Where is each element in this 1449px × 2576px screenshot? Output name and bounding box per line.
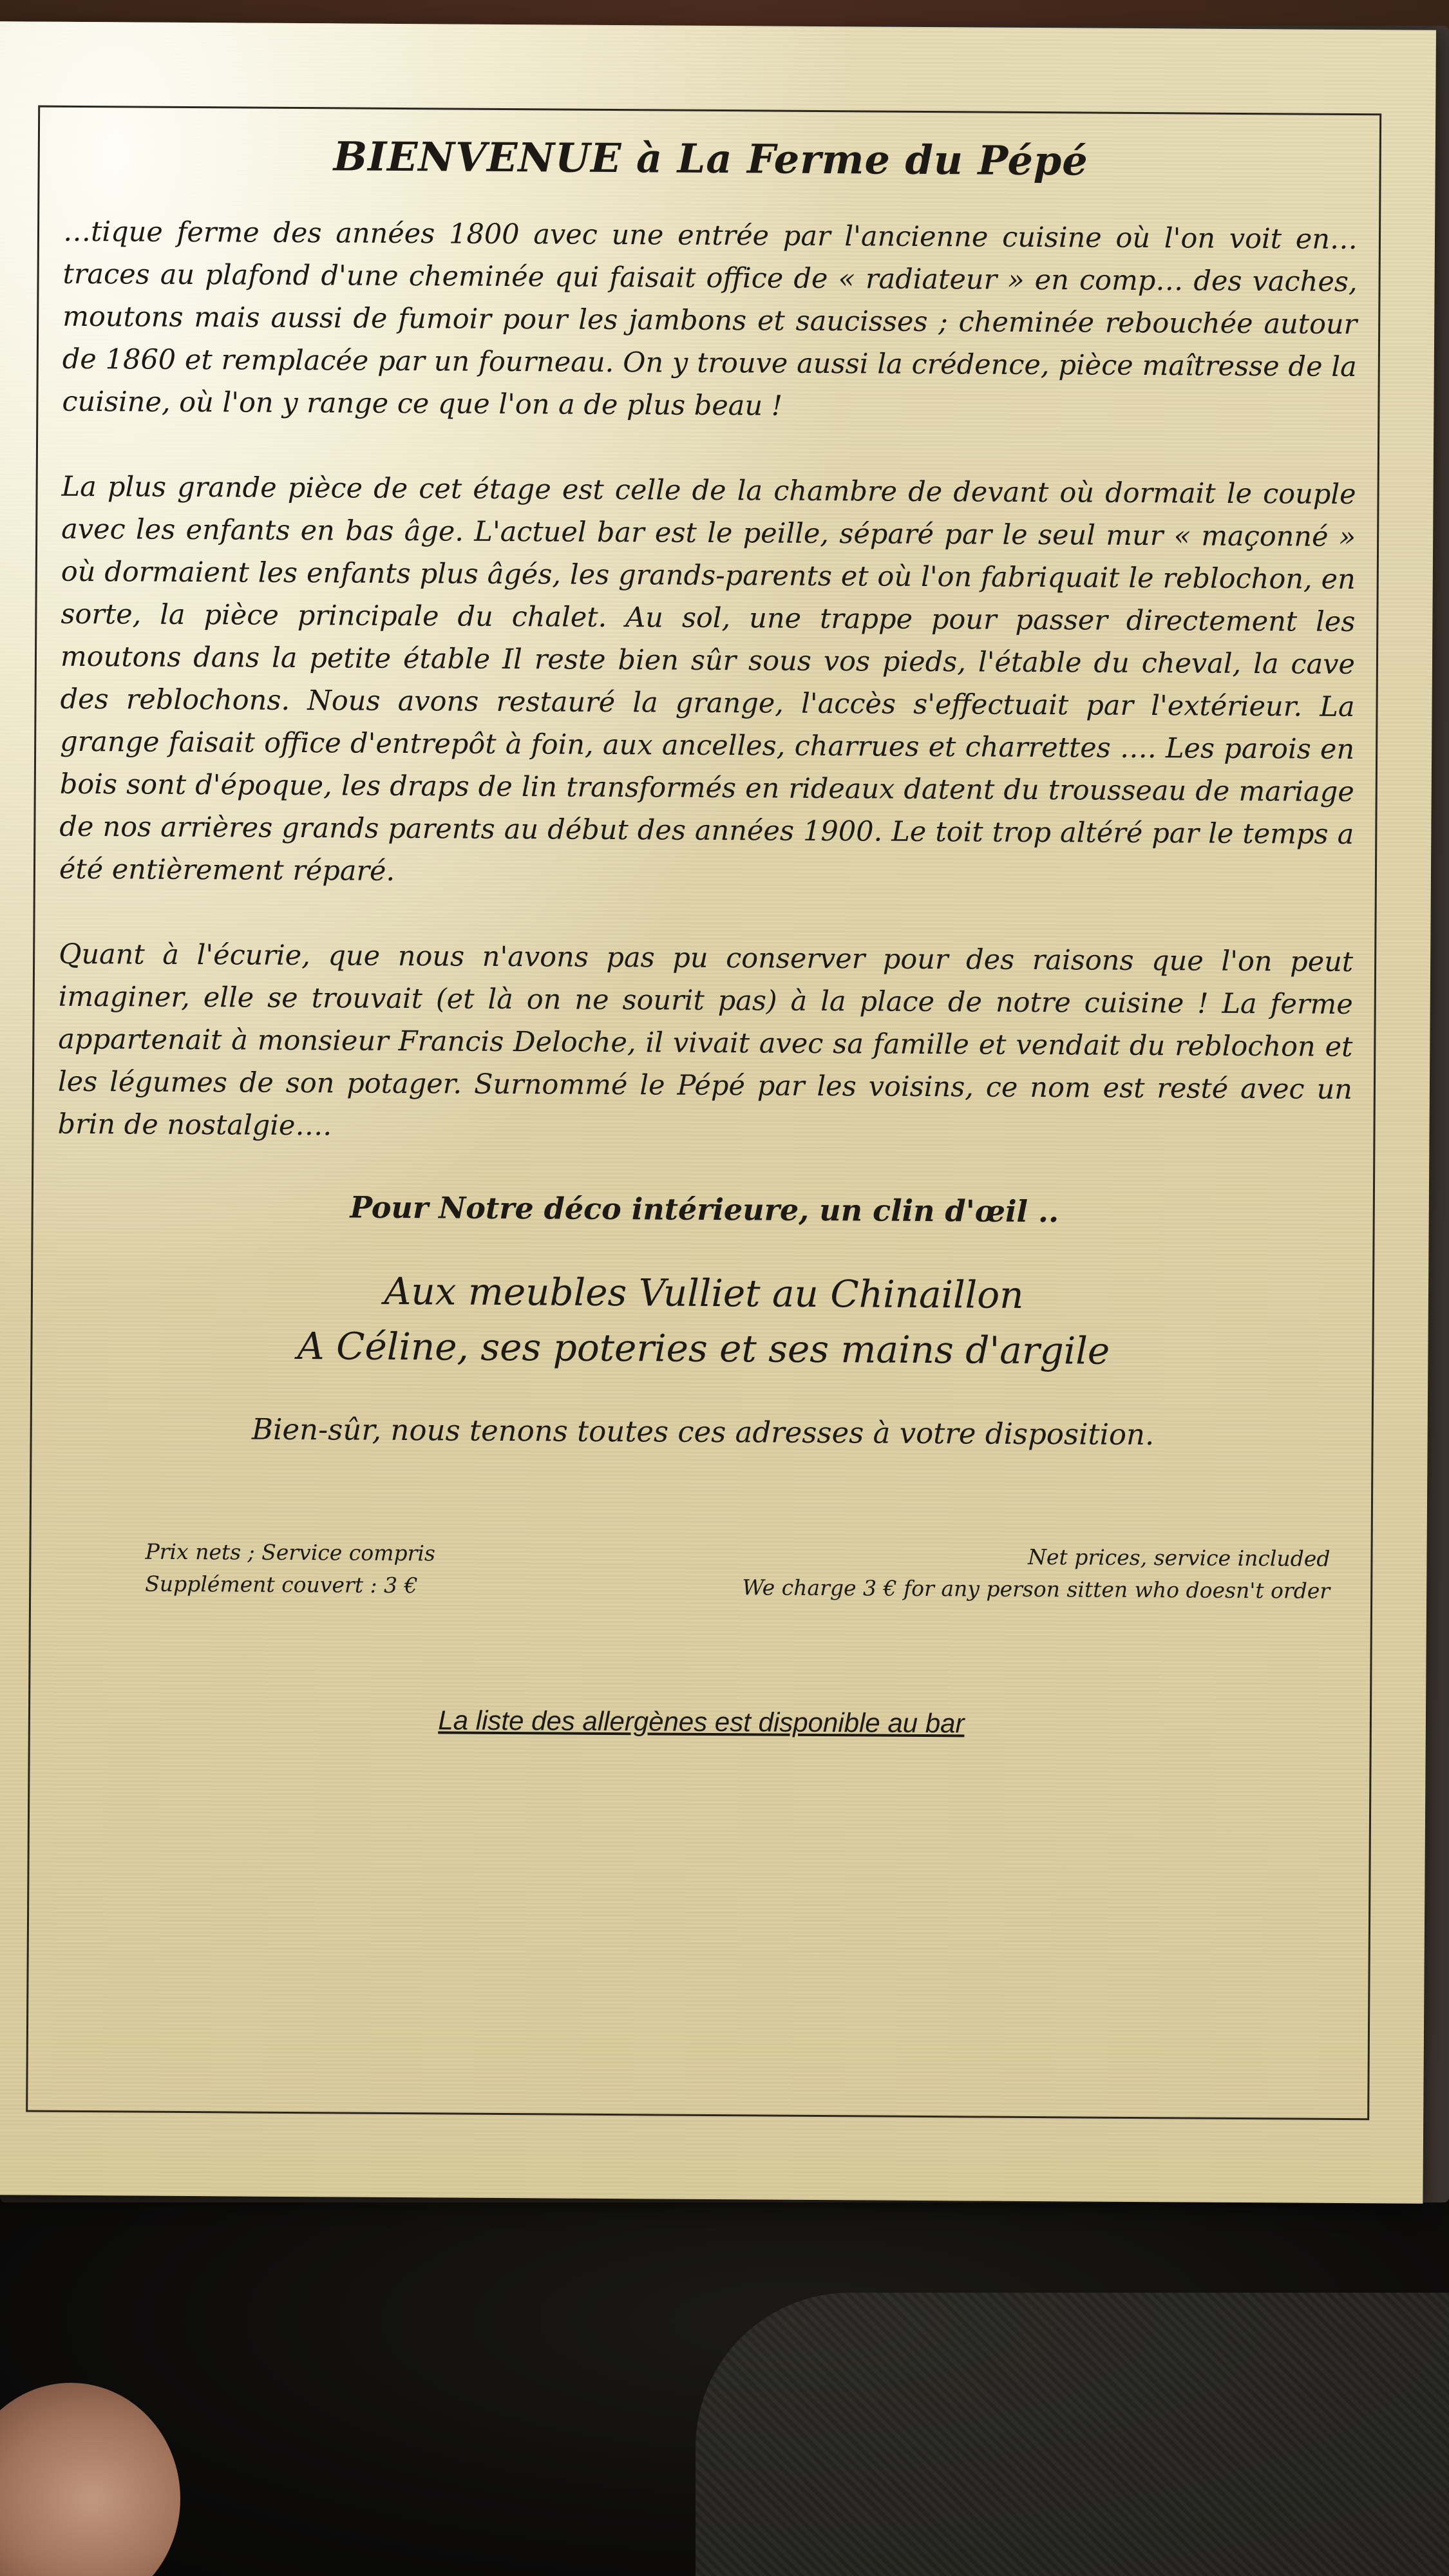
addresses-note: Bien-sûr, nous tenons toutes ces adresses à votre disposition. [251,1412,1155,1452]
price-notes-fr [145,1536,435,1602]
fabric [696,2293,1449,2576]
price-notes-en [742,1539,1330,1607]
price-note-fr-2: Supplément couvert : 3 € [145,1571,418,1598]
allergen-note: La liste des allergènes est disponible au bar [438,1705,965,1739]
price-note-fr-1: Prix nets ; Service compris [145,1539,435,1566]
price-note-en-1: Net prices, service included [1028,1544,1331,1571]
deco-credit-furniture: Aux meubles Vulliet au Chinaillon [384,1269,1024,1317]
deco-credit-pottery: A Céline, ses poteries et ses mains d'argile [297,1324,1110,1373]
history-paragraph-3: Quant à l'écurie, que nous n'avons pas pu conserver pour des raisons que l'on peut imaginer, elle se trouvait (et là on ne sourit pas) à la place de notre cuisine ! La ferme appartenait à monsieur Francis Deloche, il vivait avec sa famille et vendait du reblochon et les légumes de son potager. Surnommé le Pépé par les voisins, ce nom est resté avec un brin de nostalgie…. [57,938,1354,1142]
menu-page [0,21,1436,2204]
page-content [41,131,1371,1741]
price-note-en-2: We charge 3 € for any person sitten who doesn't order [742,1575,1331,1604]
history-paragraph-1: …tique ferme des années 1800 avec une entrée par l'ancienne cuisine où l'on voit en… traces au plafond d'une cheminée qui faisait office de « radiateur » en comp… des vaches, moutons mais aussi de fumoir pour les jambons et saucisses ; cheminée rebouchée autour de 1860 et remplacée par un fourneau. On y trouve aussi la crédence, pièce maîtresse de la cuisine, où l'on y range ce que l'on a de plus beau ! [62,215,1358,422]
deco-heading: Pour Notre déco intérieure, un clin d'œil .. [350,1189,1059,1229]
price-notes [42,1535,1363,1640]
history-paragraph-2: La plus grande pièce de cet étage est celle de la chambre de devant où dormait le couple avec les enfants en bas âge. L'actuel bar est le peille, séparé par le seul mur « maçonné » où dormaient les enfants plus âgés, les grands-parents et où l'on fabriquait le reblochon, en sorte, la pièce principale du chalet. Au sol, une trappe pour passer directement les moutons dans la petite étable Il reste bien sûr sous vos pieds, l'étable du cheval, la cave des reblochons. Nous avons restauré la grange, l'accès s'effectuait par l'extérieur. La grange faisait office d'entrepôt à foin, aux ancelles, charrues et charrettes …. Les parois en bois sont d'époque, les draps de lin transformés en rideaux datent du trousseau de mariage de nos arrières grands parents au début des années 1900. Le toit trop altéré par le temps a été entièrement réparé. [59,470,1356,887]
menu-cover [0,26,1449,2202]
page-title: BIENVENUE à La Ferme du Pépé [333,133,1088,185]
